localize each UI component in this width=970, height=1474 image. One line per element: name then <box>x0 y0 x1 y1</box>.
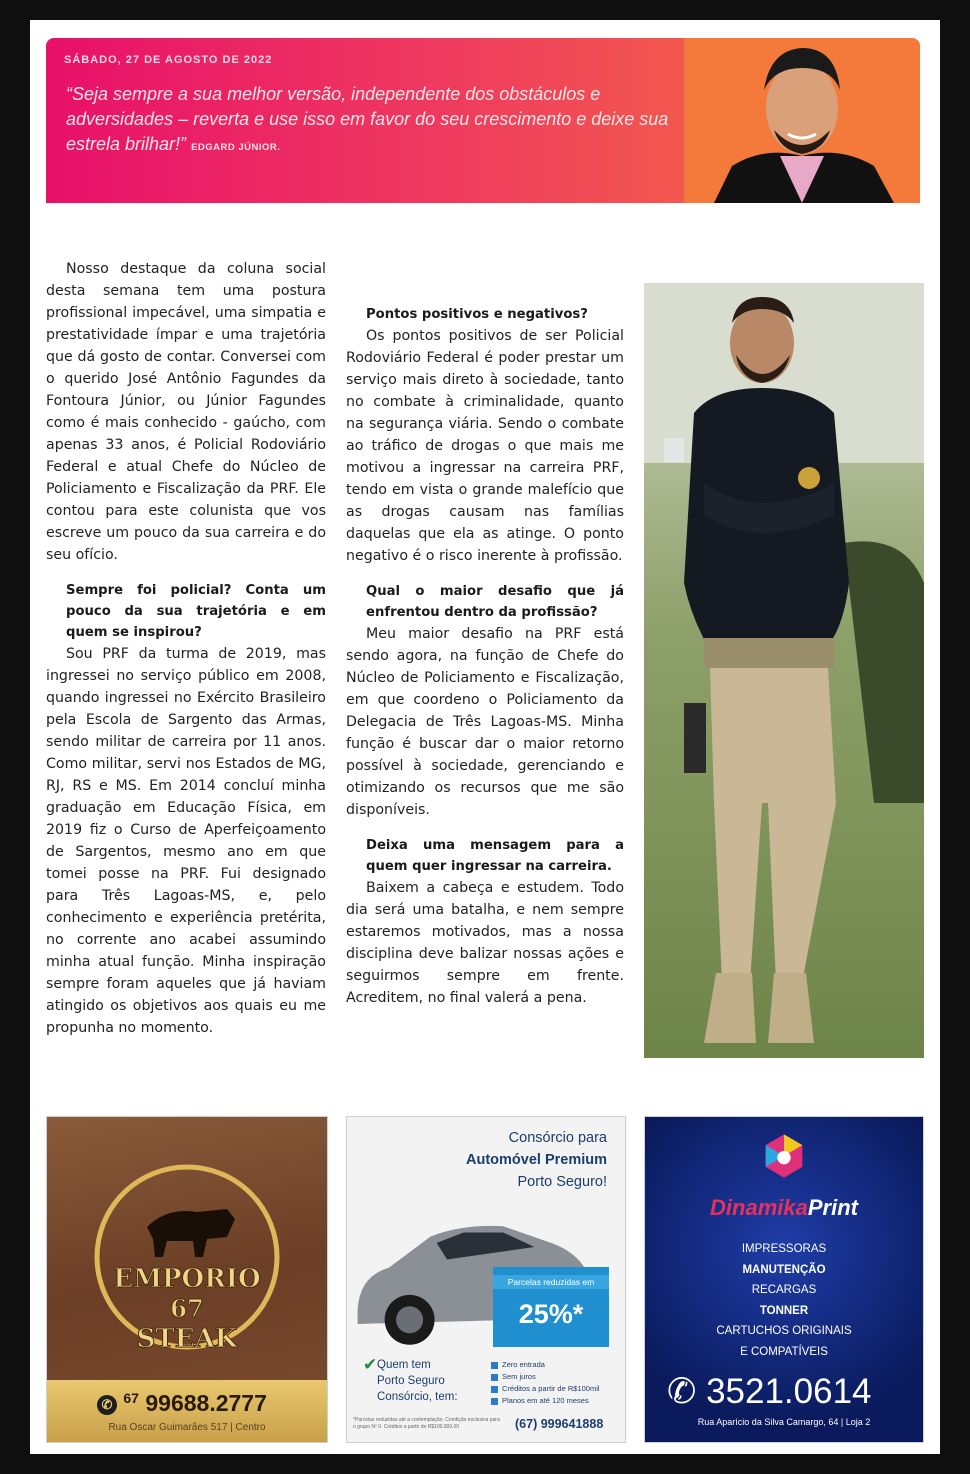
consorcio-line1: Consórcio para <box>508 1130 607 1146</box>
quote-text: “Seja sempre a sua melhor versão, independente dos obstáculos e adversidades – reverta e use isso em favor do seu crescimento e deixe sua estrela brilhar!” <box>66 84 669 154</box>
emporio-phone[interactable] <box>97 1390 267 1417</box>
header-quote <box>66 82 686 160</box>
question-3: Qual o maior desafio que já enfrentou dentro da profissão? <box>366 584 624 620</box>
service-item: E COMPATÍVEIS <box>740 1345 828 1358</box>
logo-line2: 67 <box>170 1294 204 1323</box>
services-list <box>645 1239 923 1362</box>
consorcio-line2: Automóvel Premium <box>466 1152 607 1168</box>
ad-emporio-steak[interactable] <box>46 1116 328 1443</box>
benefit-item: Sem juros <box>491 1371 600 1383</box>
answer-4: Baixem a cabeça e estudem. Todo dia será uma batalha, e nem sempre estaremos motivados, mas a nossa disciplina deve balizar nossas ações e seguirmos sempre em frente. Acreditem, no final valerá a pena. <box>346 880 624 1006</box>
emporio-contact-bar <box>47 1380 327 1442</box>
consorcio-phone[interactable]: (67) 999641888 <box>515 1417 604 1431</box>
discount-percent: 25%* <box>518 1299 584 1329</box>
whatsapp-icon: ✆ <box>97 1395 117 1415</box>
officer-photo <box>644 283 924 1058</box>
consorcio-tagline <box>377 1357 458 1405</box>
question-2: Pontos positivos e negativos? <box>366 307 588 322</box>
steakhouse-logo-icon <box>87 1157 287 1367</box>
benefit-list <box>491 1359 600 1407</box>
dinamika-logo-icon <box>759 1131 809 1181</box>
service-item: MANUTENÇÃO <box>742 1263 826 1276</box>
benefit-item: Créditos a partir de R$100mil <box>491 1383 600 1395</box>
question-4: Deixa uma mensagem para a quem quer ingressar na carreira. <box>366 838 624 874</box>
benefit-item: Planos em até 120 meses <box>491 1395 600 1407</box>
question-1: Sempre foi policial? Conta um pouco da sua trajetória e em quem se inspirou? <box>66 583 326 640</box>
discount-badge <box>493 1267 609 1347</box>
logo-line1: EMPORIO <box>113 1264 261 1294</box>
issue-date: SÁBADO, 27 DE AGOSTO DE 2022 <box>64 54 273 66</box>
intro-paragraph: Nosso destaque da coluna social desta semana tem uma postura profissional impecável, uma simpatia e prestatividade ímpar e uma trajetória que dá gosto de contar. Conversei com o querido José Antônio Fagundes da Fontoura Júnior, ou Júnior Fagundes como é mais conhecido - gaúcho, com apenas 33 anos, é Policial Rodoviário Federal e atual Chefe do Núcleo de Policiamento e Fiscalização da PRF. Ele contou para este colunista que vos escreve um pouco da sua carreira e do seu ofício. <box>46 261 326 563</box>
article-column-2 <box>346 258 624 1009</box>
emporio-address: Rua Oscar Guimarães 517 | Centro <box>108 1422 266 1433</box>
logo-line3: STEAK <box>136 1324 238 1354</box>
tagline-2: Porto Seguro <box>377 1375 445 1387</box>
dinamika-phone-number: 3521.0614 <box>706 1372 872 1411</box>
consorcio-line3: Porto Seguro! <box>517 1174 607 1190</box>
brand-part-c: Print <box>807 1195 858 1220</box>
brand-part-a: Dina <box>710 1195 758 1220</box>
ad-dinamika-print[interactable] <box>644 1116 924 1443</box>
service-item: IMPRESSORAS <box>741 1243 827 1255</box>
newspaper-page <box>30 20 940 1454</box>
emporio-phone-number: 99688.2777 <box>145 1390 267 1416</box>
fine-print: *Parcelas reduzidas até a contemplação. Condição exclusiva para o grupo Nº 0. Créditos a partir de R$100.000,00 <box>353 1417 500 1430</box>
columnist-portrait <box>684 38 920 203</box>
discount-label: Parcelas reduzidas em <box>493 1275 609 1289</box>
brand-part-b: mika <box>757 1195 808 1220</box>
service-item: RECARGAS <box>751 1284 817 1296</box>
service-item: CARTUCHOS ORIGINAIS <box>716 1325 852 1337</box>
ad-consorcio[interactable] <box>346 1116 626 1443</box>
service-item: TONNER <box>759 1304 809 1317</box>
answer-2: Os pontos positivos de ser Policial Rodoviário Federal é poder prestar um serviço mais direto à sociedade, tanto no combate à criminalidade, quanto na segurança viária. Sendo o combate ao tráfico de drogas o que mais me motivou a ingressar na carreira PRF, tendo em vista o grande malefício que as drogas causam nas famílias daquelas que ela as atinge. O ponto negativo é o risco inerente à profissão. <box>346 328 624 564</box>
dinamika-phone[interactable] <box>667 1372 872 1412</box>
article-column-1 <box>46 258 326 1039</box>
emporio-phone-prefix: 67 <box>123 1390 139 1406</box>
header-banner <box>46 38 920 203</box>
tagline-1: Quem tem <box>377 1359 431 1371</box>
answer-3: Meu maior desafio na PRF está sendo agora, na função de Chefe do Núcleo de Policiamento e Fiscalização, em que coordeno o Policiamento da Delegacia de Três Lagoas-MS. Minha função é buscar dar o maior retorno possível à sociedade, gerenciando e otimizando os recursos que me são disponíveis. <box>346 626 624 818</box>
answer-1: Sou PRF da turma de 2019, mas ingressei no serviço público em 2008, quando ingressei no Exército Brasileiro pela Escola de Sargento das Armas, sendo militar de carreira por 11 anos. Como militar, servi nos Estados de MG, RJ, RS e MS. Em 2014 concluí minha graduação em Educação Física, em 2019 fiz o Curso de Aperfeiçoamento de Sargentos, mesmo ano em que tomei posse na PRF. Fui designado para Três Lagoas-MS, e, pelo conhecimento e experiência pretérita, no corrente ano acabei assumindo minha atual função. Minha inspiração sempre foram aqueles que já haviam atingido os objetivos aos quais eu me propunha no momento. <box>46 646 326 1036</box>
checkmark-icon: ✔ <box>363 1355 378 1374</box>
dinamika-address: Rua Aparício da Silva Camargo, 64 | Loja 2 <box>697 1417 871 1427</box>
phone-icon: ✆ <box>667 1372 697 1411</box>
benefit-item: Zero entrada <box>491 1359 600 1371</box>
consorcio-headline <box>466 1127 607 1193</box>
quote-author: EDGARD JÚNIOR. <box>191 142 281 153</box>
tagline-3: Consórcio, tem: <box>377 1391 458 1403</box>
dinamika-brand <box>645 1195 923 1221</box>
